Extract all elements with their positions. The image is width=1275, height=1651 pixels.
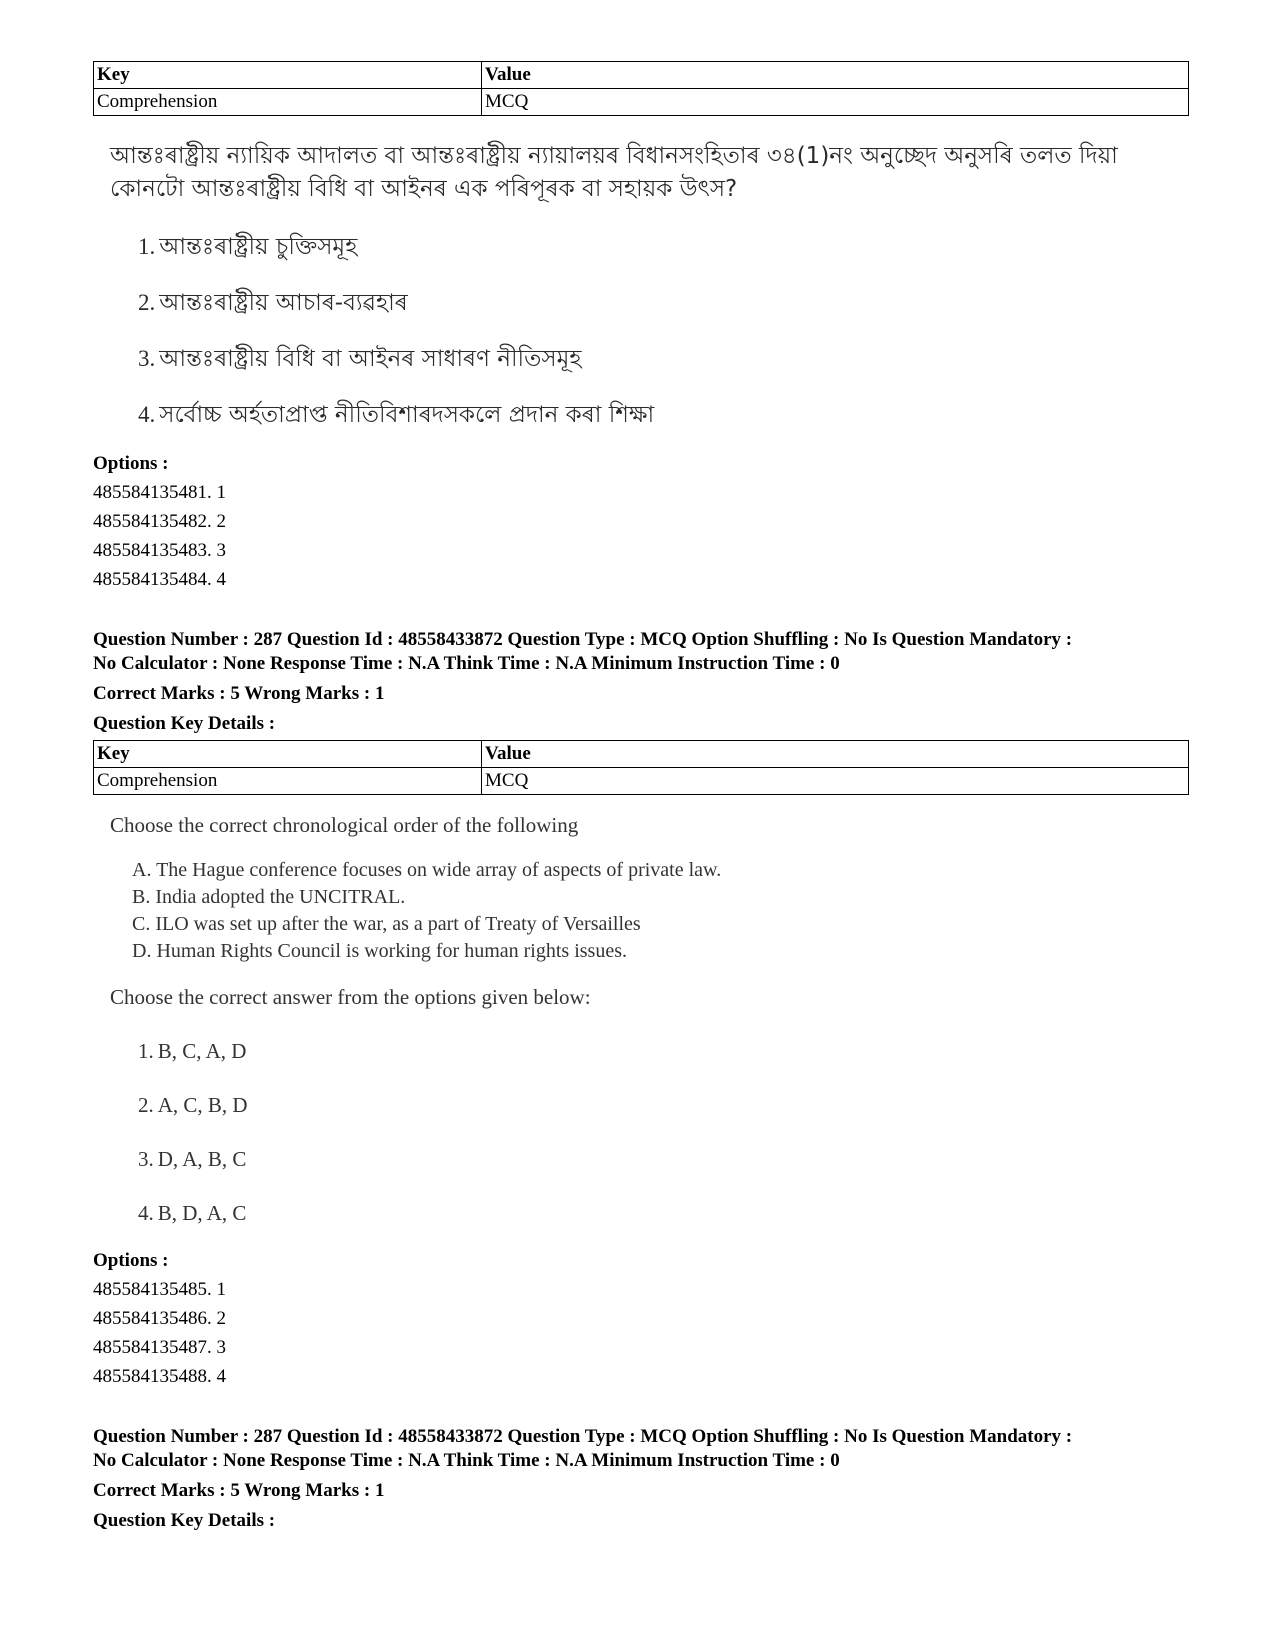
options-title: Options : — [93, 453, 169, 474]
table-row — [94, 768, 1189, 795]
question-text: আন্তঃৰাষ্ট্ৰীয় ন্যায়িক আদালত বা আন্তঃৰাষ্ট্ৰীয় ন্যায়ালয়ৰ বিধানসংহিতাৰ ৩৪(1)নং অনুচ্ছেদ অনুসৰি তলত দিয়া কোনটো আন্তঃৰাষ্ট্ৰীয় বিধি বা আইনৰ এক পৰিপূৰক বা সহায়ক উৎস? — [110, 143, 1118, 202]
choice-item: 4. সৰ্বোচ্চ অৰ্হতাপ্ৰাপ্ত নীতিবিশাৰদসকলে প্ৰদান কৰা শিক্ষা — [138, 402, 655, 428]
key-cell: Comprehension — [94, 89, 482, 116]
option-id-item: 485584135485. 1 — [93, 1279, 226, 1300]
statement-item: B. India adopted the UNCITRAL. — [132, 886, 406, 908]
key-header: Key — [94, 62, 482, 89]
option-id-item: 485584135483. 3 — [93, 540, 226, 561]
statement-item: A. The Hague conference focuses on wide array of aspects of private law. — [132, 859, 722, 881]
key-details-label: Question Key Details : — [93, 713, 276, 734]
document-page — [93, 61, 1189, 1533]
meta-line: Question Number : 287 Question Id : 48558433872 Question Type : MCQ Option Shuffling : No Is Question Mandatory : — [93, 1426, 1073, 1447]
statement-item: C. ILO was set up after the war, as a part of Treaty of Versailles — [132, 913, 641, 935]
choice-item: 1. B, C, A, D — [138, 1039, 247, 1063]
question-body-assamese — [93, 140, 1189, 430]
question-body-english — [93, 811, 1189, 1227]
option-id-item: 485584135487. 3 — [93, 1337, 226, 1358]
option-id-item: 485584135481. 1 — [93, 482, 226, 503]
question-meta — [93, 1425, 1189, 1533]
options-title: Options : — [93, 1250, 169, 1271]
choice-list — [110, 232, 1189, 430]
marks-line: Correct Marks : 5 Wrong Marks : 1 — [93, 683, 385, 704]
key-details-label: Question Key Details : — [93, 1510, 276, 1531]
option-id-item: 485584135482. 2 — [93, 511, 226, 532]
key-cell: Comprehension — [94, 768, 482, 795]
key-header: Key — [94, 741, 482, 768]
question-text: Choose the correct chronological order of the following — [110, 813, 579, 837]
option-id-item: 485584135488. 4 — [93, 1366, 226, 1387]
question-key-table — [93, 740, 1189, 795]
choice-item: 2. A, C, B, D — [138, 1093, 248, 1117]
table-row — [94, 89, 1189, 116]
meta-line: No Calculator : None Response Time : N.A Think Time : N.A Minimum Instruction Time : 0 — [93, 1450, 840, 1471]
value-cell: MCQ — [482, 768, 1189, 795]
question-key-table — [93, 61, 1189, 116]
choice-item: 4. B, D, A, C — [138, 1201, 247, 1225]
statement-list — [110, 857, 1189, 965]
statement-item: D. Human Rights Council is working for human rights issues. — [132, 940, 627, 962]
value-header: Value — [482, 62, 1189, 89]
option-id-item: 485584135486. 2 — [93, 1308, 226, 1329]
option-id-item: 485584135484. 4 — [93, 569, 226, 590]
table-header-row — [94, 741, 1189, 768]
answer-prompt: Choose the correct answer from the options given below: — [110, 985, 591, 1009]
value-header: Value — [482, 741, 1189, 768]
question-meta — [93, 628, 1189, 736]
choice-item: 3. আন্তঃৰাষ্ট্ৰীয় বিধি বা আইনৰ সাধাৰণ নীতিসমূহ — [138, 346, 582, 372]
choice-list — [110, 1037, 1189, 1227]
choice-item: 1. আন্তঃৰাষ্ট্ৰীয় চুক্তিসমূহ — [138, 234, 358, 260]
choice-item: 3. D, A, B, C — [138, 1147, 247, 1171]
table-header-row — [94, 62, 1189, 89]
marks-line: Correct Marks : 5 Wrong Marks : 1 — [93, 1480, 385, 1501]
meta-line: No Calculator : None Response Time : N.A Think Time : N.A Minimum Instruction Time : 0 — [93, 653, 840, 674]
choice-item: 2. আন্তঃৰাষ্ট্ৰীয় আচাৰ-ব্যৱহাৰ — [138, 290, 408, 316]
value-cell: MCQ — [482, 89, 1189, 116]
meta-line: Question Number : 287 Question Id : 48558433872 Question Type : MCQ Option Shuffling : No Is Question Mandatory : — [93, 629, 1073, 650]
